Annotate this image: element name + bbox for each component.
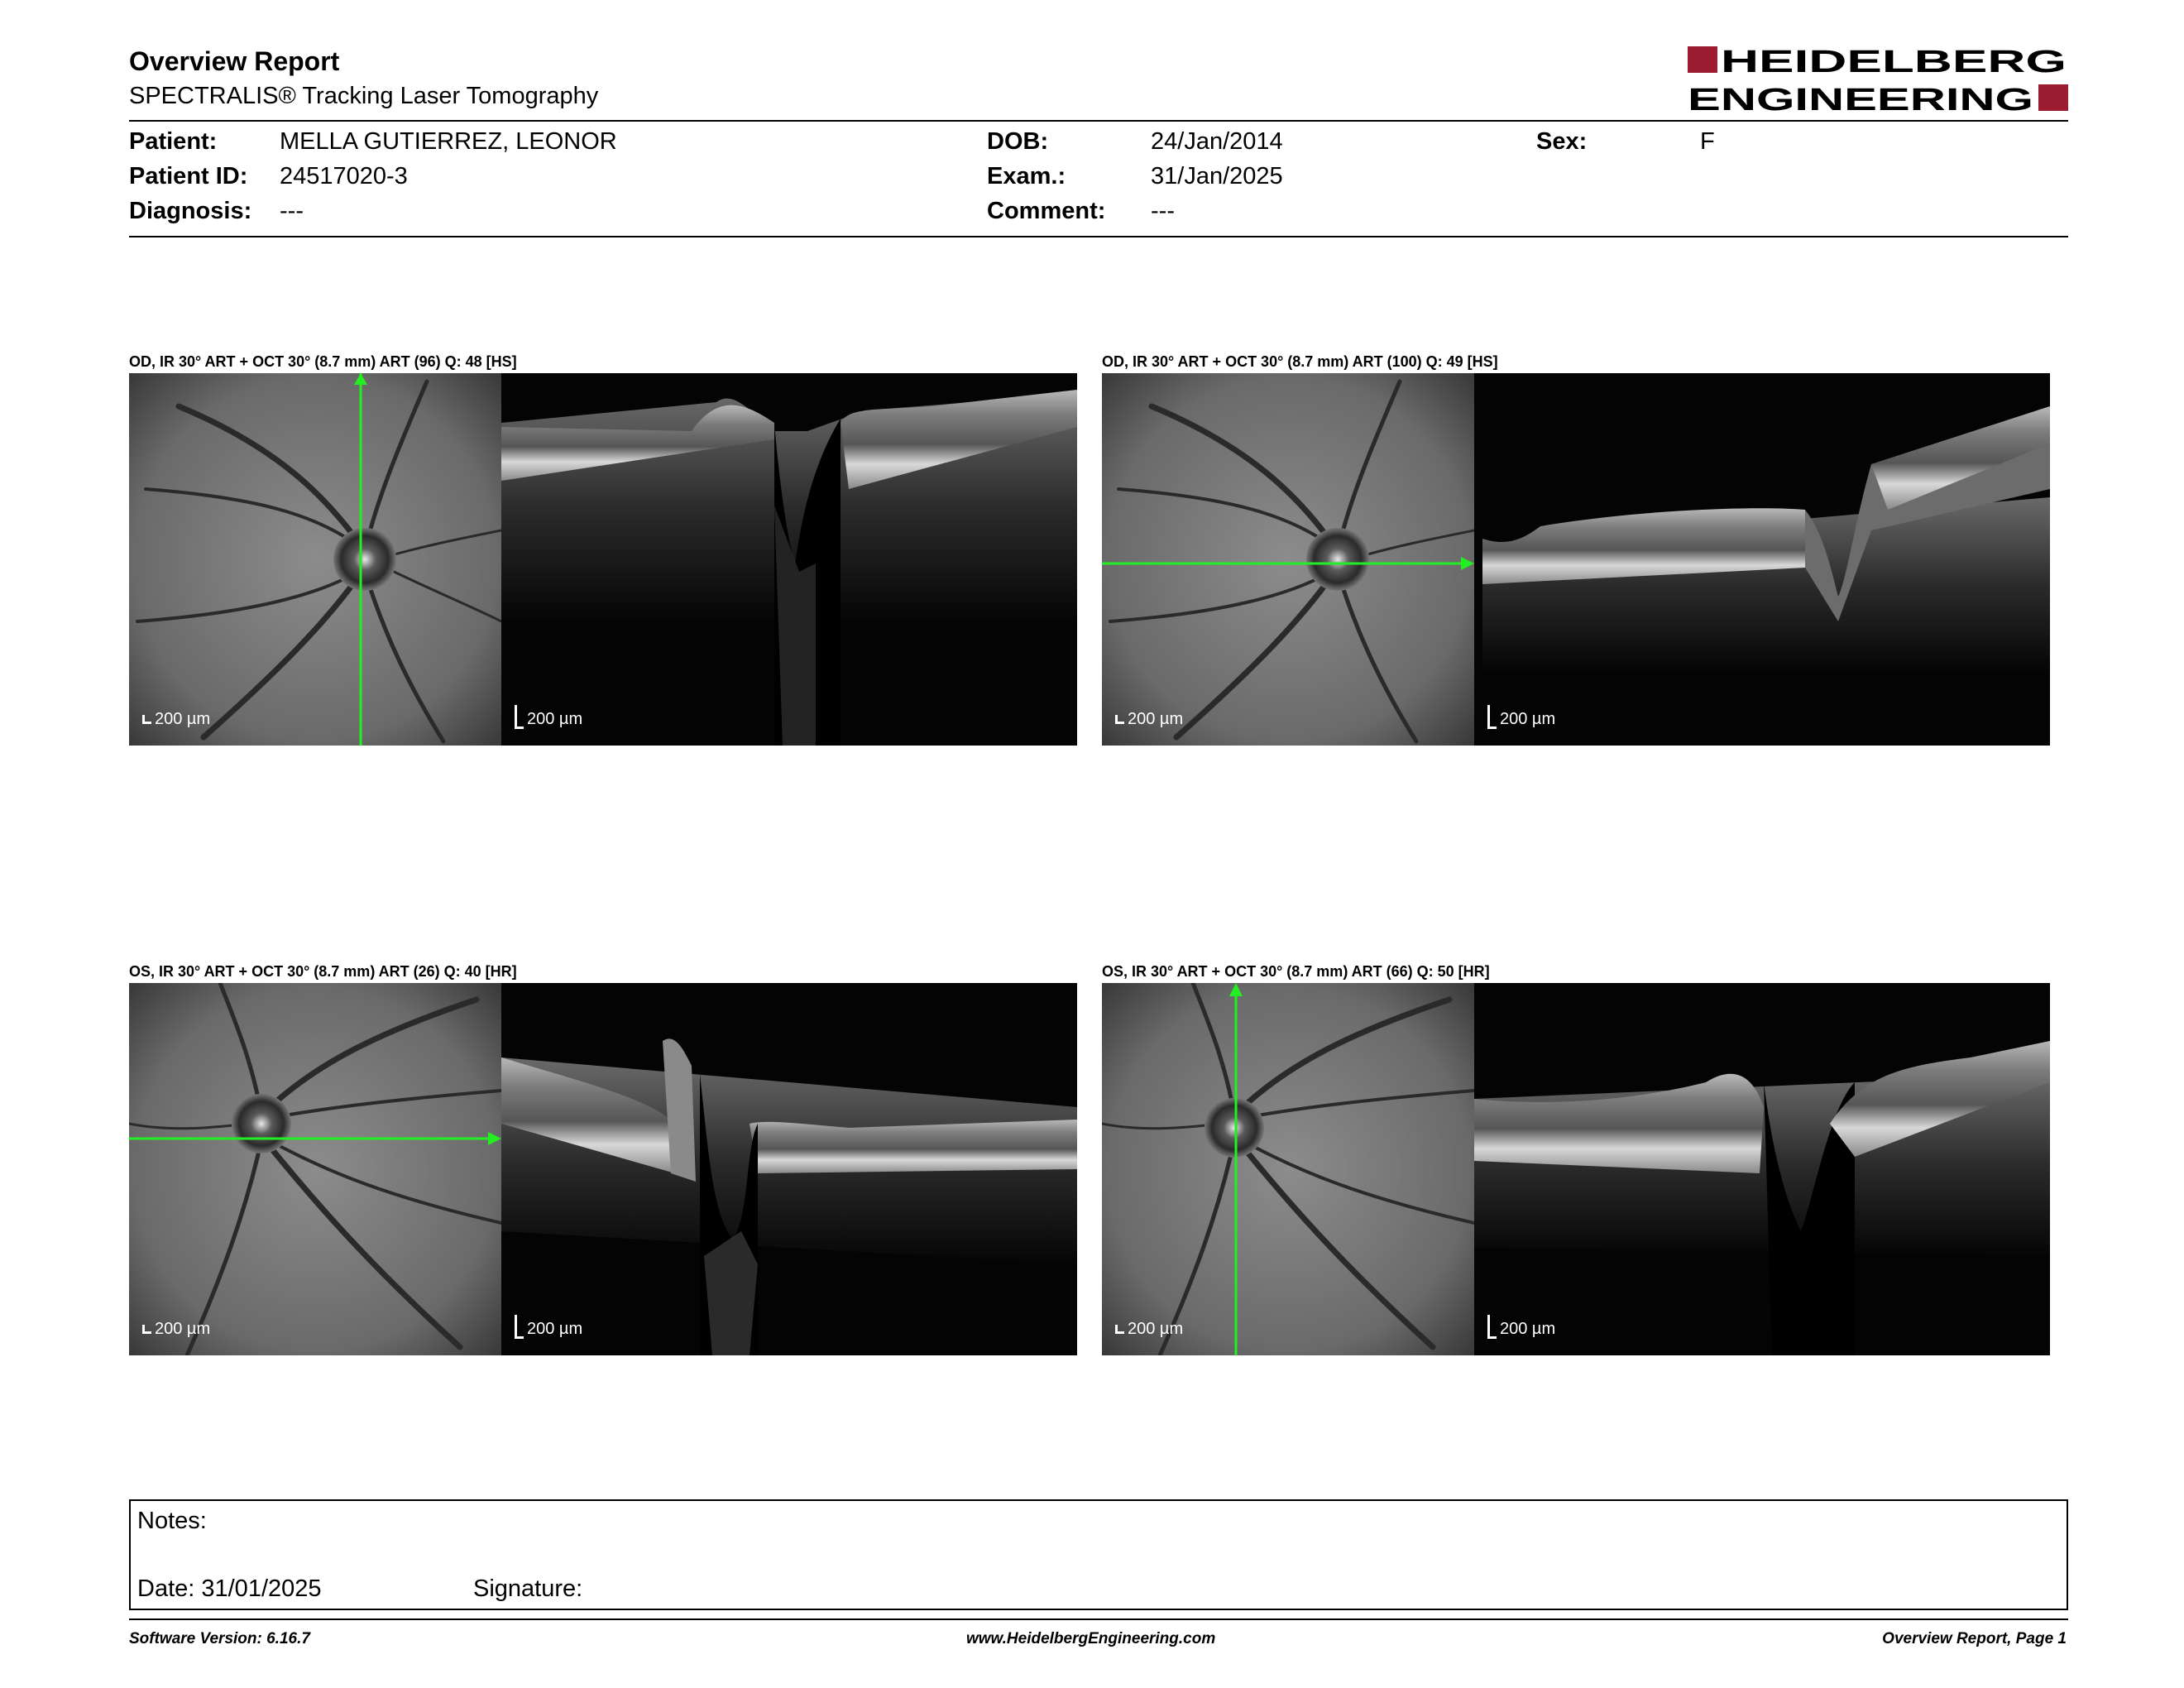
- comment-label: Comment:: [987, 198, 1106, 224]
- oct-scale-bar: 200 µm: [1487, 705, 1555, 729]
- scan-panel-os-2: [1102, 983, 2050, 1355]
- dob-value: 24/Jan/2014: [1151, 128, 1283, 155]
- ir-fundus-image: [129, 983, 501, 1355]
- patient-id-value: 24517020-3: [280, 163, 408, 189]
- sex-value: F: [1700, 128, 1715, 155]
- ir-fundus-image: [129, 373, 501, 746]
- notes-label: Notes:: [137, 1508, 207, 1534]
- date-label: Date: 31/01/2025: [137, 1575, 322, 1602]
- oct-bscan-image: [501, 983, 1077, 1355]
- footer-website: www.HeidelbergEngineering.com: [966, 1630, 1216, 1647]
- oct-scale-bar: 200 µm: [515, 705, 582, 729]
- footer-software-version: Software Version: 6.16.7: [129, 1630, 310, 1647]
- scan-panel-os-1: [129, 983, 1077, 1355]
- logo-line1: HEIDELBERG: [1721, 45, 2067, 79]
- panel-title-od-2: OD, IR 30° ART + OCT 30° (8.7 mm) ART (100) Q: 49 [HS]: [1102, 353, 1498, 370]
- panel-title-od-1: OD, IR 30° ART + OCT 30° (8.7 mm) ART (96) Q: 48 [HS]: [129, 353, 517, 370]
- logo-line2: ENGINEERING: [1688, 83, 2033, 114]
- scan-panel-od-1: [129, 373, 1077, 746]
- logo-accent-square-top: [1688, 46, 1717, 73]
- diagnosis-value: ---: [280, 198, 304, 224]
- ir-fundus-image: [1102, 983, 1474, 1355]
- oct-scale-bar: 200 µm: [515, 1315, 582, 1339]
- diagnosis-label: Diagnosis:: [129, 198, 252, 224]
- footer-divider: [129, 1618, 2068, 1620]
- panel-title-os-1: OS, IR 30° ART + OCT 30° (8.7 mm) ART (26) Q: 40 [HR]: [129, 963, 517, 980]
- oct-bscan-image: [501, 373, 1077, 746]
- oct-scale-bar: 200 µm: [1487, 1315, 1555, 1339]
- logo-accent-square-bottom: [2038, 84, 2068, 111]
- oct-bscan-image: [1474, 983, 2050, 1355]
- exam-label: Exam.:: [987, 163, 1066, 189]
- dob-label: DOB:: [987, 128, 1049, 155]
- report-subtitle: SPECTRALIS® Tracking Laser Tomography: [129, 83, 599, 109]
- patient-name: MELLA GUTIERREZ, LEONOR: [280, 128, 617, 155]
- ir-scale-bar: 200 µm: [1115, 1320, 1183, 1339]
- panel-title-os-2: OS, IR 30° ART + OCT 30° (8.7 mm) ART (66) Q: 50 [HR]: [1102, 963, 1490, 980]
- ir-scale-bar: 200 µm: [142, 710, 210, 729]
- scan-panel-od-2: [1102, 373, 2050, 746]
- sex-label: Sex:: [1536, 128, 1588, 155]
- exam-value: 31/Jan/2025: [1151, 163, 1283, 189]
- patient-info-divider: [129, 236, 2068, 237]
- oct-bscan-image: [1474, 373, 2050, 746]
- comment-value: ---: [1151, 198, 1175, 224]
- ir-scale-bar: 200 µm: [142, 1320, 210, 1339]
- signature-label: Signature:: [473, 1575, 583, 1602]
- patient-id-label: Patient ID:: [129, 163, 248, 189]
- patient-label: Patient:: [129, 128, 218, 155]
- footer-page-number: Overview Report, Page 1: [1882, 1630, 2067, 1647]
- heidelberg-engineering-logo: [1688, 45, 2068, 114]
- ir-fundus-image: [1102, 373, 1474, 746]
- header-divider: [129, 120, 2068, 122]
- report-title: Overview Report: [129, 46, 340, 76]
- ir-scale-bar: 200 µm: [1115, 710, 1183, 729]
- notes-box: [129, 1499, 2068, 1610]
